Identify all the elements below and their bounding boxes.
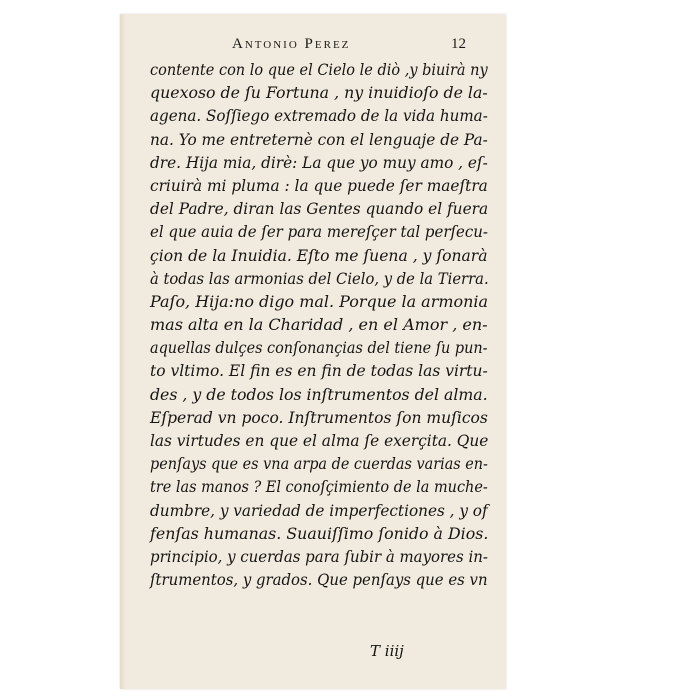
text-line: Eſperad vn poco. Inſtrumentos ſon muſicos [150,408,488,427]
text-line: criuirà mi pluma : la que puede ſer maeſtra [150,176,488,195]
text-line: penſays que es vna arpa de cuerdas varias en- [150,455,488,474]
signature-mark: T iiij [370,642,404,660]
text-line: to vltimo. El fin es en fin de todas las virtu- [150,362,488,381]
running-head [120,36,506,58]
book-page [120,14,506,689]
text-line: çion de la Inuidia. Eſto me ſuena , y ſonarà [150,246,488,265]
text-line: dumbre, y variedad de imperfectiones , y of [150,501,488,520]
text-line: agena. Soſſiego extremado de la vida huma- [150,107,488,126]
text-line: quexoso de ſu Fortuna , ny inuidioſo de la- [150,84,488,103]
text-line: el que auia de ſer para mereſçer tal perſecu- [150,223,488,242]
text-line: del Padre, diran las Gentes quando el fuera [150,200,489,219]
text-line: principio, y cuerdas para ſubir à mayores in- [150,547,488,566]
text-line: fenſas humanas. Suauiſſimo ſonido à Dios. [150,524,489,543]
text-line: tre las manos ? El conoſçimiento de la muche- [150,478,488,497]
text-line: mas alta en la Charidad , en el Amor , en- [150,316,488,335]
page-number: 12 [451,36,466,52]
text-line: contente con lo que el Cielo le diò ,y biuirà ny [150,61,488,79]
text-line: ſtrumentos, y grados. Que penſays que es vn [150,571,488,590]
text-line: na. Yo me entreternè con el lenguaje de Pa- [150,130,488,149]
text-line: Paſo, Hija:no digo mal. Porque la armonia [150,292,488,311]
text-line: des , y de todos los inſtrumentos del alma. [150,385,488,404]
text-block [150,59,488,592]
text-line: dre. Hija mia, dirè: La que yo muy amo , eſ- [150,153,488,172]
page-gutter-shadow [120,14,126,689]
running-head-title: Antonio Perez [232,36,351,52]
text-line: las virtudes en que el alma ſe exerçita. Que [150,432,489,450]
text-line: à todas las armonias del Cielo, y de la Tierra. [150,269,489,288]
text-line: aquellas dulçes conſonançias del tiene ſu pun- [150,339,488,358]
